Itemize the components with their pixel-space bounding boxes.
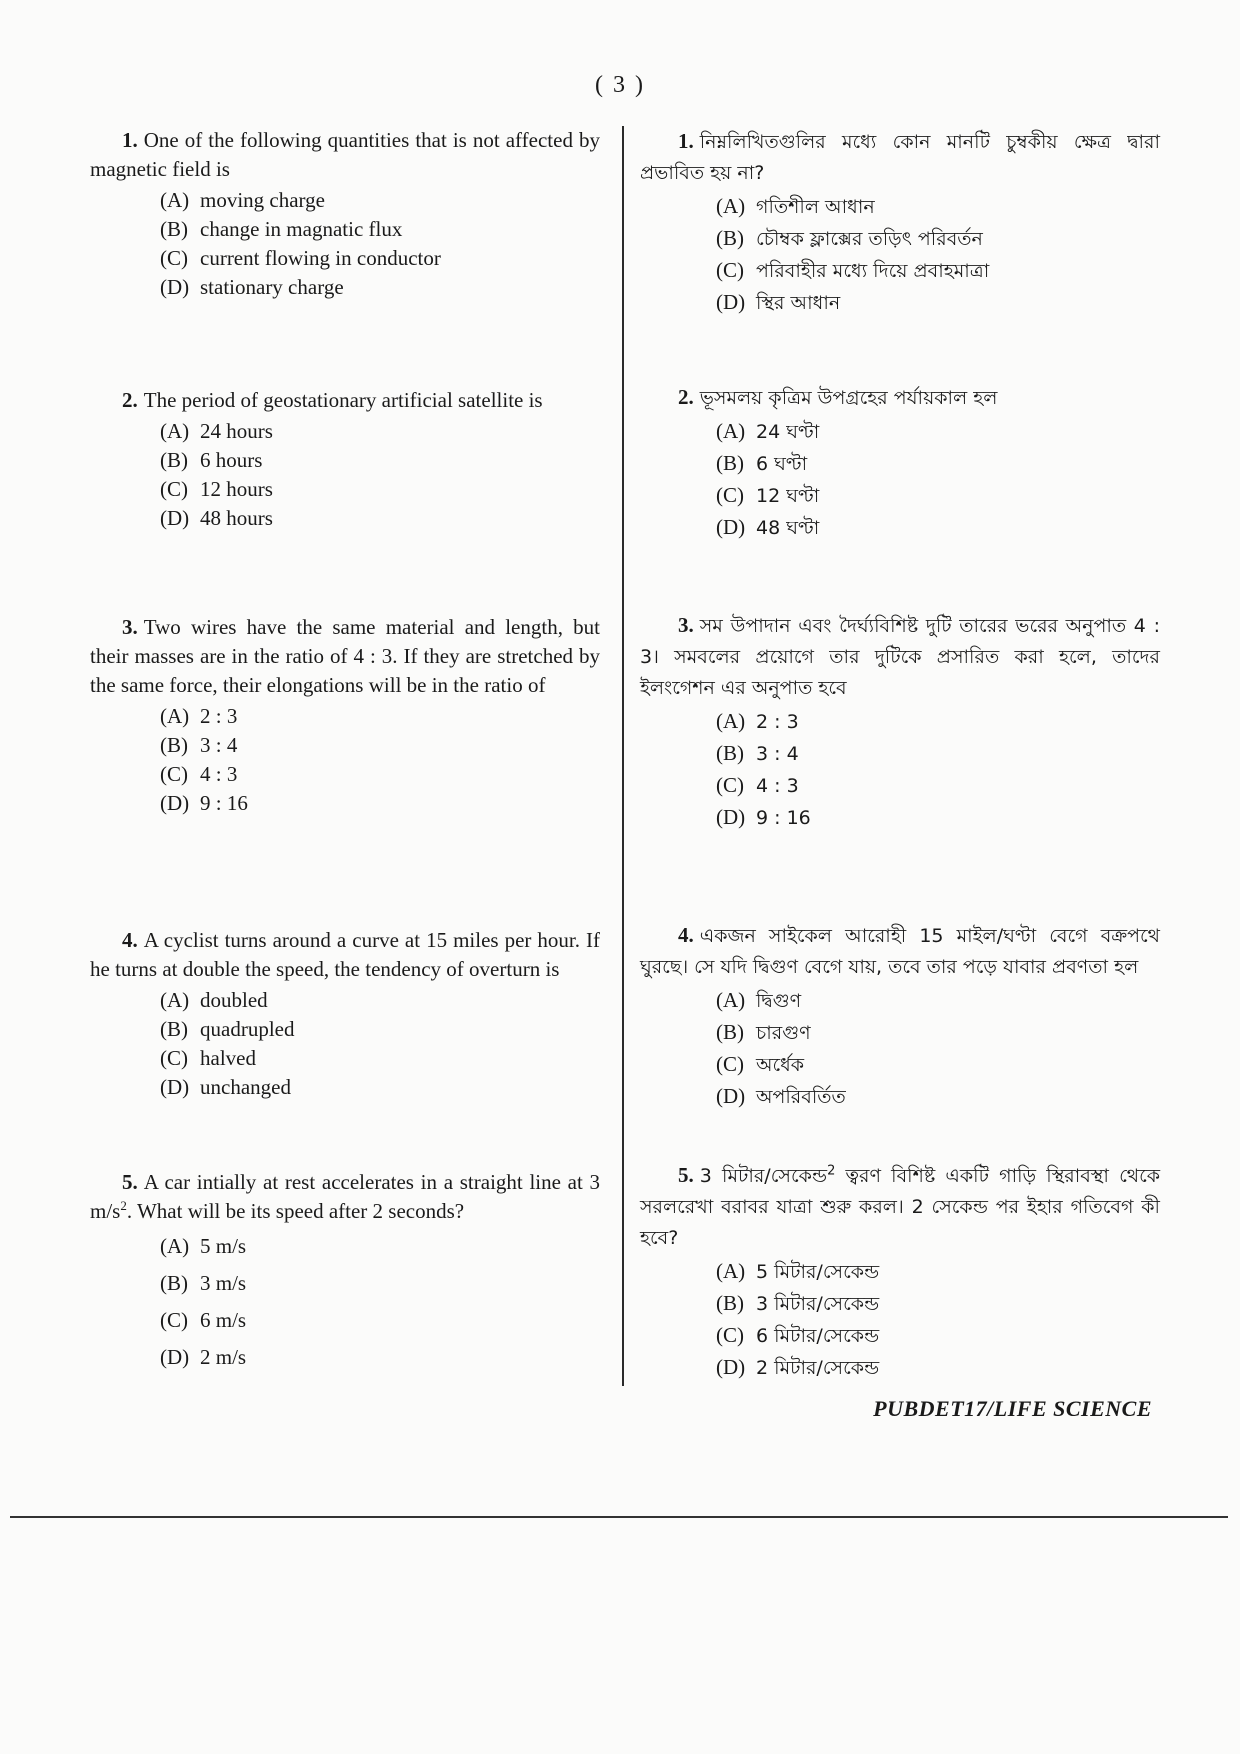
option-a: (A) 5 m/s: [160, 1234, 247, 1258]
option-a: (A) গতিশীল আধান: [716, 194, 875, 218]
bottom-rule: [10, 1516, 1228, 1518]
options-list: [640, 985, 1160, 1113]
option-d: (D) 9 : 16: [160, 791, 248, 815]
option-d: (D) 48 ঘণ্টা: [716, 515, 820, 539]
paper-code: PUBDET17/LIFE SCIENCE: [873, 1396, 1152, 1421]
question-text: 3 মিটার/সেকেন্ড$^2$ ত্বরণ বিশিষ্ট একটি গাড়ি স্থিরাবস্থা থেকে সরলরেখা বরাবর যাত্রা শুরু করল। 2 সেকেন্ড পর ইহার গতিবেগ কী হবে?: [640, 1163, 1161, 1249]
options-list: [640, 706, 1160, 834]
option-c: (C) 4 : 3: [716, 773, 799, 797]
options-list: [90, 702, 600, 818]
option-d: (D) unchanged: [160, 1075, 291, 1099]
question-number: 5.: [122, 1170, 138, 1194]
question-number: 1.: [122, 128, 138, 152]
options-list: [90, 986, 600, 1102]
question-number: 3.: [122, 615, 138, 639]
question-number: 3.: [678, 613, 694, 637]
question-number: 2.: [678, 385, 694, 409]
question-3-bn: [640, 610, 1160, 834]
option-d: (D) 9 : 16: [716, 805, 811, 829]
option-a: (A) 2 : 3: [716, 709, 799, 733]
column-divider: [622, 126, 624, 1386]
option-b: (B) 3 : 4: [160, 733, 238, 757]
question-text: ভূসমলয় কৃত্রিম উপগ্রহের পর্যায়কাল হল: [699, 387, 998, 409]
question-text: Two wires have the same material and length, but their masses are in the ratio of 4 : 3. If they are stretched by the same force, their elongations will be in the ratio of: [90, 615, 600, 697]
option-d: (D) স্থির আধান: [716, 290, 841, 314]
question-number: 1.: [678, 129, 694, 153]
options-list: [90, 417, 600, 533]
question-text: নিম্নলিখিতগুলির মধ্যে কোন মানটি চুম্বকীয় ক্ষেত্র দ্বারা প্রভাবিত হয় না?: [640, 131, 1160, 184]
option-c: (C) অর্ধেক: [716, 1052, 805, 1076]
option-c: (C) halved: [160, 1046, 256, 1070]
question-1-bn: [640, 126, 1160, 319]
option-a: (A) 5 মিটার/সেকেন্ড: [716, 1259, 880, 1283]
option-b: (B) চৌম্বক ফ্লাক্সের তড়িৎ পরিবর্তন: [716, 226, 983, 250]
question-1-en: [90, 126, 600, 302]
options-list: [90, 186, 600, 302]
question-text: A car intially at rest accelerates in a straight line at 3 $m/s^2$. What will be its speed after 2 seconds?: [90, 1170, 600, 1223]
option-b: (B) 6 hours: [160, 448, 263, 472]
question-2-en: [90, 386, 600, 533]
options-list: [640, 191, 1160, 319]
question-4-bn: [640, 920, 1160, 1113]
question-text: A cyclist turns around a curve at 15 miles per hour. If he turns at double the speed, the tendency of overturn is: [90, 928, 600, 981]
question-text: One of the following quantities that is not affected by magnetic field is: [90, 128, 600, 181]
question-4-en: [90, 926, 600, 1102]
option-a: (A) doubled: [160, 988, 268, 1012]
option-d: (D) অপরিবর্তিত: [716, 1084, 846, 1108]
option-c: (C) 6 m/s: [160, 1308, 247, 1332]
option-b: (B) 3 : 4: [716, 741, 799, 765]
question-3-en: [90, 613, 600, 818]
option-c: (C) 4 : 3: [160, 762, 238, 786]
option-a: (A) দ্বিগুণ: [716, 988, 802, 1012]
question-number: 5.: [678, 1163, 694, 1187]
question-text: The period of geostationary artificial satellite is: [143, 388, 543, 412]
option-d: (D) 48 hours: [160, 506, 273, 530]
question-2-bn: [640, 382, 1160, 544]
option-c: (C) 12 hours: [160, 477, 273, 501]
option-d: (D) 2 m/s: [160, 1345, 247, 1369]
option-b: (B) 3 m/s: [160, 1271, 247, 1295]
option-b: (B) 3 মিটার/সেকেন্ড: [716, 1291, 880, 1315]
question-text: একজন সাইকেল আরোহী 15 মাইল/ঘণ্টা বেগে বক্রপথে ঘুরছে। সে যদি দ্বিগুণ বেগে যায়, তবে তার পড়ে যাবার প্রবণতা হল: [640, 925, 1160, 978]
question-number: 4.: [122, 928, 138, 952]
option-a: (A) 2 : 3: [160, 704, 238, 728]
option-a: (A) 24 ঘণ্টা: [716, 419, 820, 443]
option-c: (C) পরিবাহীর মধ্যে দিয়ে প্রবাহমাত্রা: [716, 258, 990, 282]
option-d: (D) 2 মিটার/সেকেন্ড: [716, 1355, 880, 1379]
option-b: (B) change in magnatic flux: [160, 217, 403, 241]
option-b: (B) 6 ঘণ্টা: [716, 451, 808, 475]
option-d: (D) stationary charge: [160, 275, 344, 299]
options-list: [90, 1228, 600, 1376]
option-b: (B) চারগুণ: [716, 1020, 811, 1044]
question-number: 2.: [122, 388, 138, 412]
options-list: [640, 1256, 1160, 1384]
option-a: (A) moving charge: [160, 188, 325, 212]
page-number: ( 3 ): [595, 72, 645, 98]
question-5-bn: [640, 1160, 1160, 1384]
option-a: (A) 24 hours: [160, 419, 273, 443]
option-c: (C) current flowing in conductor: [160, 246, 441, 270]
question-text: সম উপাদান এবং দৈর্ঘ্যবিশিষ্ট দুটি তারের ভরের অনুপাত 4 : 3। সমবলের প্রয়োগে তার দুটিকে প্রসারিত করা হলে, তাদের ইলংগেশন এর অনুপাত হবে: [640, 615, 1160, 699]
option-c: (C) 12 ঘণ্টা: [716, 483, 820, 507]
option-b: (B) quadrupled: [160, 1017, 295, 1041]
question-number: 4.: [678, 923, 694, 947]
options-list: [640, 416, 1160, 544]
option-c: (C) 6 মিটার/সেকেন্ড: [716, 1323, 880, 1347]
question-5-en: [90, 1168, 600, 1376]
